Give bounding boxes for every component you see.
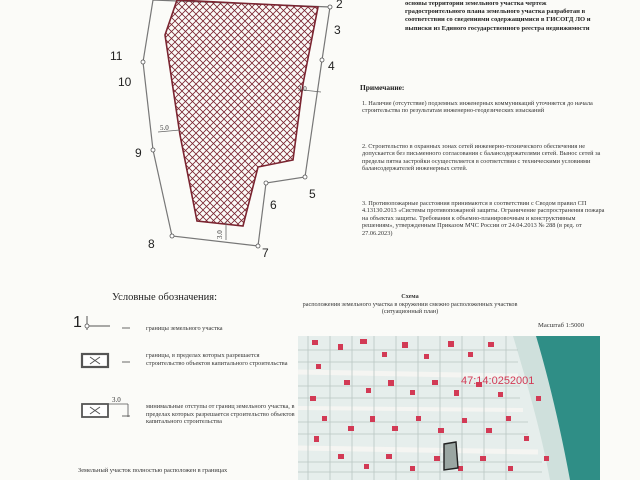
cadastral-number: 47:14:0252001 xyxy=(461,375,535,387)
schema-subtitle: расположения земельного участка в окружении смежно расположенных участков xyxy=(302,300,518,308)
legend-item-setback: минимальные отступы от границ земельного участка, в пределах которых разрешается строительство объектов капитального строительства xyxy=(146,403,295,426)
buildable-zone xyxy=(165,0,318,226)
point-label: 7 xyxy=(262,246,269,260)
schema-caption xyxy=(300,293,520,316)
notes-title: Примечание: xyxy=(360,83,405,92)
legend-setback-value: 3.0 xyxy=(112,396,121,404)
legend-title: Условные обозначения: xyxy=(112,292,218,303)
point-label: 11 xyxy=(110,49,123,63)
point-label: 5 xyxy=(309,187,316,201)
note-item: 2. Строительство в охранных зонах сетей инженерно-технического обеспечения не допускается без письменного согласования с балансодержателями сетей. Вынос сетей за пределы пятна застройки осуществляется в соответствии с техническими условиями балансодержателей инженерных сетей. xyxy=(362,143,601,173)
point-label: 9 xyxy=(135,146,142,160)
note-item: 1. Наличие (отсутствие) подземных инженерных коммуникаций уточняется до начала строительства по результатам инженерно-геодезических изысканий xyxy=(362,100,593,115)
legend-item-buildzone: границы, в пределах которых разрешается строительство объектов капитального строительства xyxy=(146,352,288,367)
schema-note: (ситуационный план) xyxy=(381,308,439,316)
point-label: 4 xyxy=(328,59,335,73)
point-label: 8 xyxy=(148,237,155,251)
legend-marker-number: 1 xyxy=(73,314,82,331)
setback-label: 3.0 xyxy=(216,230,224,239)
legend-buildzone-symbol xyxy=(82,354,130,367)
note-item: 3. Противопожарные расстояния принимаются в соответствии с Сводом правил СП 4.13130.2013 «Системы противопожарной защиты. Ограничение распространения пожара на объектах защиты. Требования к объемно-планировочным и конструктивным решениям», утвержденным Приказом МЧС России от 24.04.2013 № 288 (в ред. от 27.06.2023) xyxy=(362,200,605,237)
point-label: 3 xyxy=(334,23,341,37)
legend-boundary-symbol xyxy=(85,316,130,330)
footer-text: Земельный участок полностью расположен в границах xyxy=(78,467,228,474)
point-label: 10 xyxy=(118,75,132,89)
point-label: 6 xyxy=(270,198,277,212)
schema-title: Схема xyxy=(401,293,419,300)
legend-setback-symbol xyxy=(82,404,130,417)
target-parcel xyxy=(444,442,458,470)
setback-label: 3.0 xyxy=(298,85,307,93)
header-text: основы территории земельного участка чертеж градостроительного плана земельного участка разработан в соответствии со сведениями содержащимися в ГИСОГД ЛО и выписки из Единого государственного реестра недвижимости xyxy=(405,0,591,32)
situational-map xyxy=(298,336,600,480)
map-scale: Масштаб 1:5000 xyxy=(538,322,585,329)
setback-label: 5.0 xyxy=(160,124,169,132)
point-label: 2 xyxy=(336,0,343,11)
legend-item-boundary: границы земельного участка xyxy=(146,325,223,332)
